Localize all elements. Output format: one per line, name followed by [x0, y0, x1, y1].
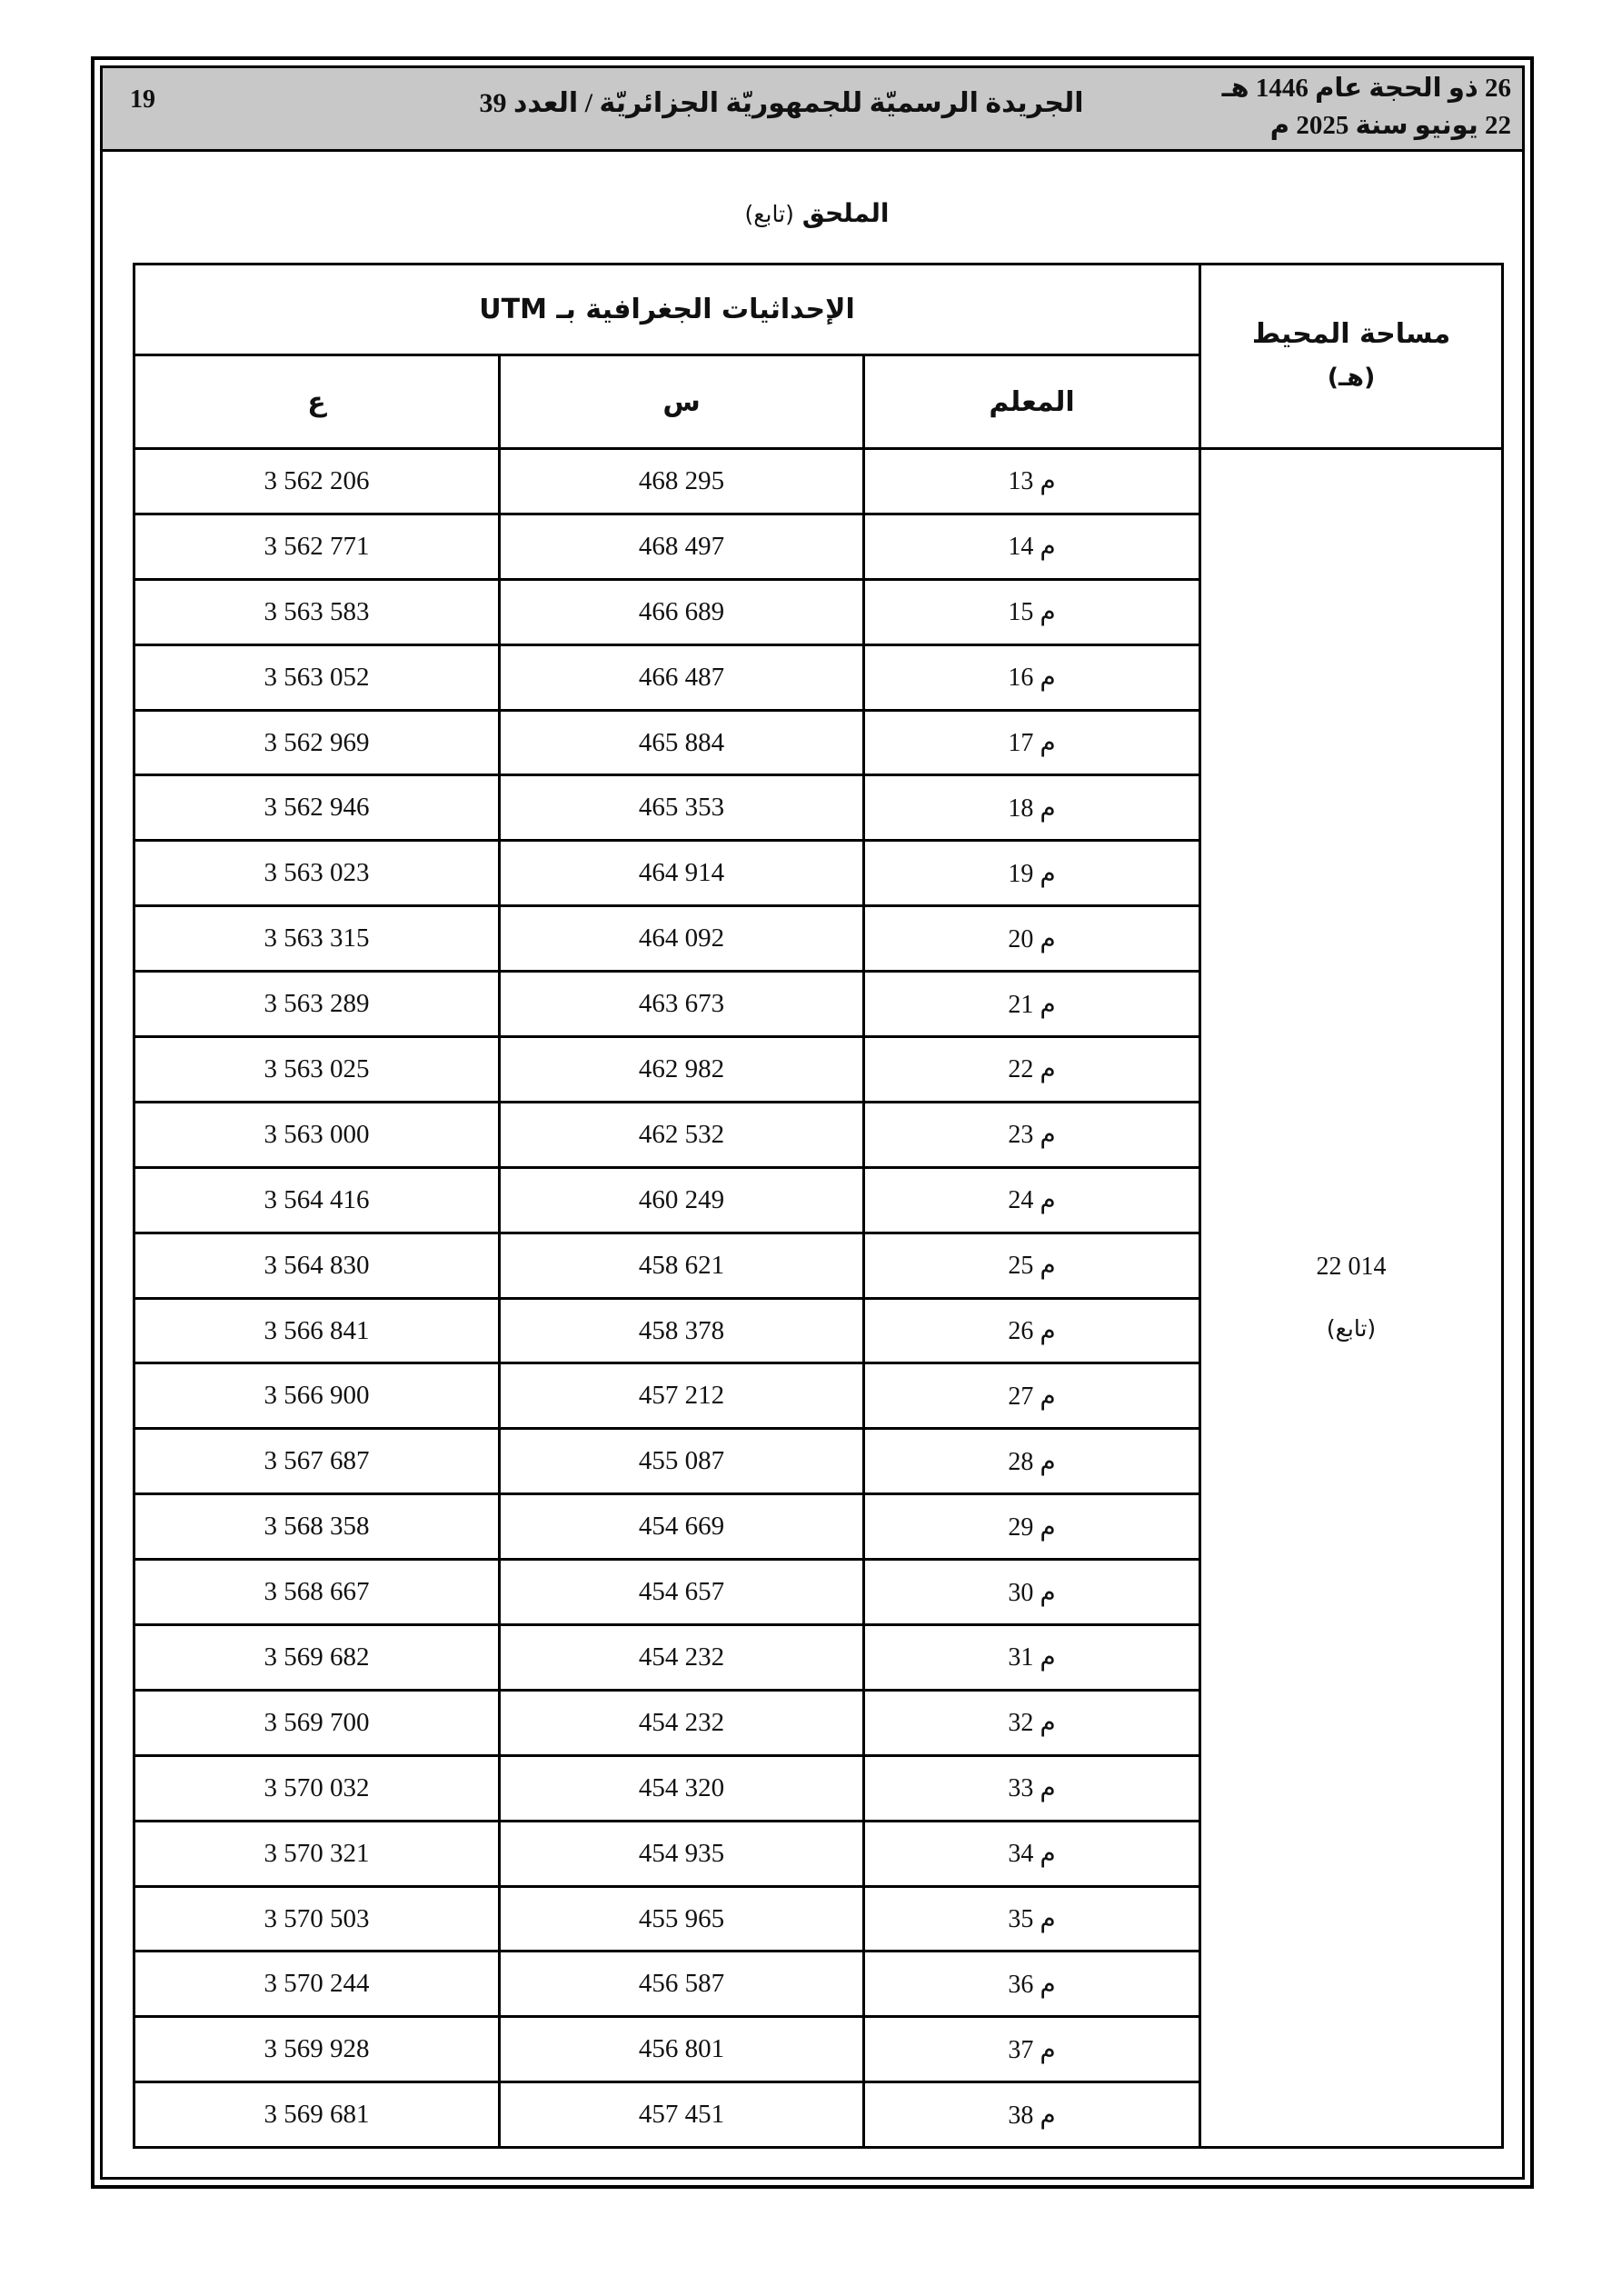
- y-coordinate-cell: 3 564 416: [134, 1167, 500, 1233]
- x-coordinate-cell: 464 914: [500, 841, 864, 906]
- y-coordinate-cell: 3 562 969: [134, 710, 500, 775]
- y-coordinate-cell: 3 563 023: [134, 841, 500, 906]
- x-coordinate-cell: 454 657: [500, 1560, 864, 1625]
- x-coordinate-cell: 466 689: [500, 579, 864, 644]
- landmark-header-cell: المعلم: [864, 355, 1200, 449]
- x-coordinate-cell: 455 965: [500, 1886, 864, 1952]
- y-header-cell: ع: [134, 355, 500, 449]
- y-coordinate-cell: 3 567 687: [134, 1429, 500, 1494]
- x-coordinate-cell: 454 935: [500, 1821, 864, 1886]
- gazette-title: الجريدة الرسميّة للجمهوريّة الجزائريّة / العدد 39: [479, 88, 1084, 118]
- y-coordinate-cell: 3 570 032: [134, 1755, 500, 1821]
- x-coordinate-cell: 458 378: [500, 1298, 864, 1363]
- y-coordinate-cell: 3 564 830: [134, 1233, 500, 1298]
- landmark-cell: م 21: [864, 972, 1200, 1037]
- y-coordinate-cell: 3 566 841: [134, 1298, 500, 1363]
- y-coordinate-cell: 3 563 000: [134, 1102, 500, 1167]
- area-unit-label: (هـ): [1327, 364, 1376, 392]
- area-header-label: مساحة المحيط: [1251, 318, 1451, 350]
- landmark-cell: م 25: [864, 1233, 1200, 1298]
- landmark-cell: م 19: [864, 841, 1200, 906]
- landmark-cell: م 15: [864, 579, 1200, 644]
- x-coordinate-cell: 458 621: [500, 1233, 864, 1298]
- x-coordinate-cell: 465 884: [500, 710, 864, 775]
- x-coordinate-cell: 460 249: [500, 1167, 864, 1233]
- y-coordinate-cell: 3 570 244: [134, 1952, 500, 2017]
- landmark-cell: م 26: [864, 1298, 1200, 1363]
- landmark-cell: م 23: [864, 1102, 1200, 1167]
- x-coordinate-cell: 457 212: [500, 1363, 864, 1429]
- y-coordinate-cell: 3 569 700: [134, 1690, 500, 1755]
- landmark-cell: م 32: [864, 1690, 1200, 1755]
- x-coordinate-cell: 455 087: [500, 1429, 864, 1494]
- x-coordinate-cell: 454 320: [500, 1755, 864, 1821]
- y-coordinate-cell: 3 563 025: [134, 1037, 500, 1103]
- page-number: 19: [130, 85, 155, 114]
- annex-continued-label: (تابع): [744, 201, 794, 227]
- landmark-cell: م 38: [864, 2082, 1200, 2148]
- landmark-cell: م 17: [864, 710, 1200, 775]
- y-coordinate-cell: 3 563 052: [134, 644, 500, 710]
- y-coordinate-cell: 3 566 900: [134, 1363, 500, 1429]
- issue-date: [1184, 70, 1511, 145]
- hijri-date: 26 ذو الحجة عام 1446 هـ: [1221, 74, 1511, 103]
- landmark-cell: م 36: [864, 1952, 1200, 2017]
- x-coordinate-cell: 454 232: [500, 1690, 864, 1755]
- y-coordinate-cell: 3 569 682: [134, 1625, 500, 1691]
- landmark-cell: م 35: [864, 1886, 1200, 1952]
- x-coordinate-cell: 456 801: [500, 2017, 864, 2082]
- table-row: [134, 449, 1503, 514]
- annex-title: [133, 195, 1501, 233]
- area-value: 22 014: [1316, 1253, 1387, 1282]
- x-coordinate-cell: 457 451: [500, 2082, 864, 2148]
- landmark-cell: م 24: [864, 1167, 1200, 1233]
- y-coordinate-cell: 3 569 681: [134, 2082, 500, 2148]
- coordinates-header-cell: الإحداثيات الجغرافية بـ UTM: [134, 265, 1200, 355]
- annex-title-label: الملحق: [801, 198, 890, 228]
- x-coordinate-cell: 465 353: [500, 775, 864, 841]
- landmark-cell: م 37: [864, 2017, 1200, 2082]
- x-coordinate-cell: 468 497: [500, 514, 864, 579]
- table-header-row: [134, 265, 1503, 355]
- x-coordinate-cell: 462 532: [500, 1102, 864, 1167]
- landmark-cell: م 20: [864, 906, 1200, 972]
- y-coordinate-cell: 3 570 321: [134, 1821, 500, 1886]
- y-coordinate-cell: 3 568 358: [134, 1494, 500, 1560]
- y-coordinate-cell: 3 562 946: [134, 775, 500, 841]
- area-continued-note: (تابع): [1326, 1315, 1377, 1343]
- landmark-cell: م 30: [864, 1560, 1200, 1625]
- y-coordinate-cell: 3 563 583: [134, 579, 500, 644]
- gregorian-date: 22 يونيو سنة 2025 م: [1269, 111, 1511, 140]
- landmark-cell: م 18: [864, 775, 1200, 841]
- coordinates-table: [133, 263, 1504, 2149]
- landmark-cell: م 31: [864, 1625, 1200, 1691]
- x-coordinate-cell: 464 092: [500, 906, 864, 972]
- x-coordinate-cell: 454 232: [500, 1625, 864, 1691]
- y-coordinate-cell: 3 563 315: [134, 906, 500, 972]
- landmark-cell: م 27: [864, 1363, 1200, 1429]
- x-coordinate-cell: 456 587: [500, 1952, 864, 2017]
- y-coordinate-cell: 3 563 289: [134, 972, 500, 1037]
- landmark-cell: م 28: [864, 1429, 1200, 1494]
- x-coordinate-cell: 466 487: [500, 644, 864, 710]
- x-coordinate-cell: 468 295: [500, 449, 864, 514]
- x-coordinate-cell: 454 669: [500, 1494, 864, 1560]
- landmark-cell: م 13: [864, 449, 1200, 514]
- landmark-cell: م 16: [864, 644, 1200, 710]
- x-coordinate-cell: 462 982: [500, 1037, 864, 1103]
- y-coordinate-cell: 3 569 928: [134, 2017, 500, 2082]
- landmark-cell: م 14: [864, 514, 1200, 579]
- landmark-cell: م 22: [864, 1037, 1200, 1103]
- y-coordinate-cell: 3 562 771: [134, 514, 500, 579]
- landmark-cell: م 34: [864, 1821, 1200, 1886]
- y-coordinate-cell: 3 568 667: [134, 1560, 500, 1625]
- landmark-cell: م 33: [864, 1755, 1200, 1821]
- gazette-header: [103, 68, 1522, 152]
- y-coordinate-cell: 3 562 206: [134, 449, 500, 514]
- table-body: [134, 449, 1503, 2148]
- area-header-cell: [1200, 265, 1503, 449]
- x-header-cell: س: [500, 355, 864, 449]
- x-coordinate-cell: 463 673: [500, 972, 864, 1037]
- y-coordinate-cell: 3 570 503: [134, 1886, 500, 1952]
- landmark-cell: م 29: [864, 1494, 1200, 1560]
- area-value-cell: [1200, 449, 1503, 2148]
